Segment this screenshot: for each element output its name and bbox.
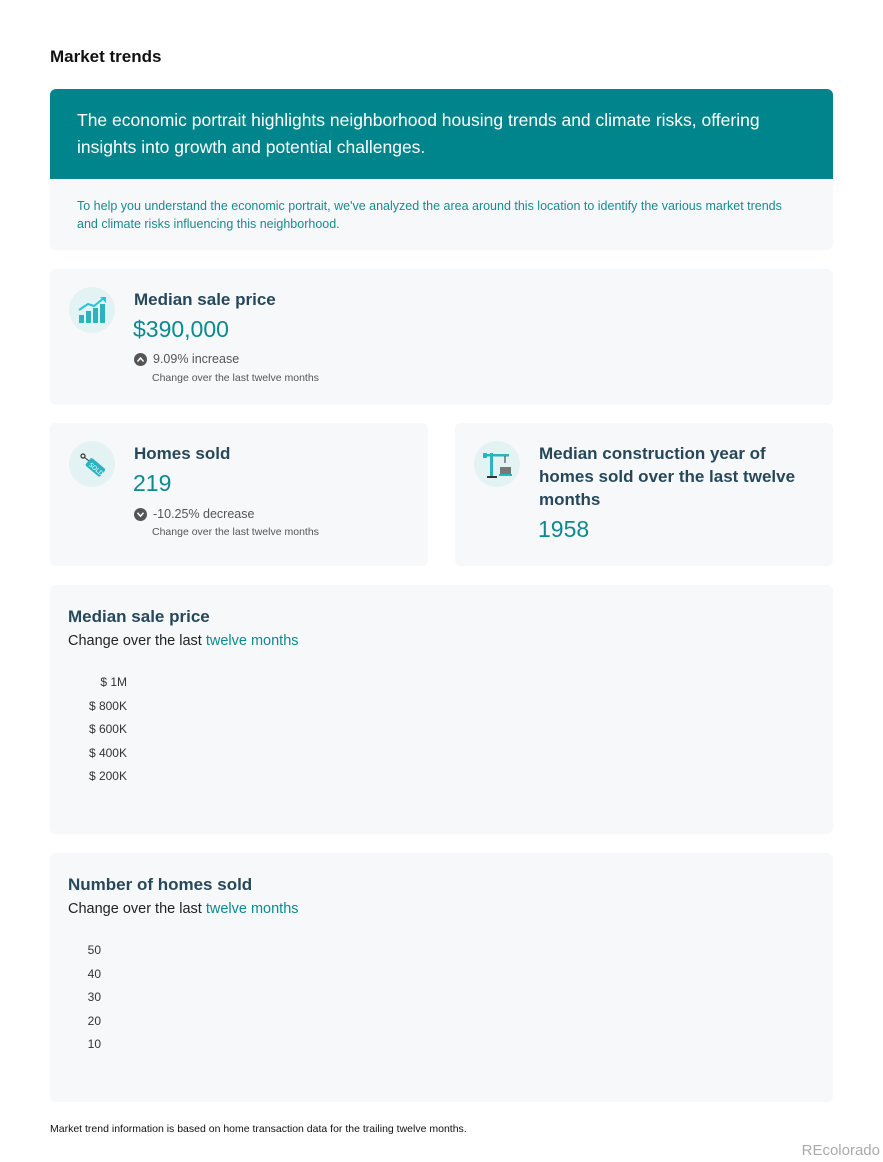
sold-tag-icon	[69, 441, 115, 487]
crane-icon	[474, 441, 520, 487]
footnote: Market trend information is based on home transaction data for the trailing twelve months.	[50, 1123, 467, 1135]
chevron-up-icon	[134, 353, 147, 366]
economic-portrait-banner	[50, 89, 833, 250]
y-tick-label: 30	[87, 990, 101, 1004]
brand-watermark: REcolorado	[801, 1142, 880, 1159]
chart-growth-icon	[69, 287, 115, 333]
y-tick-label: $ 600K	[88, 722, 127, 736]
chart-subtitle	[68, 901, 299, 917]
y-tick-label: $ 1M	[100, 675, 127, 689]
chevron-down-icon	[134, 508, 147, 521]
y-tick-label: $ 400K	[88, 746, 127, 760]
median-sale-price-card	[50, 269, 833, 405]
page-title: Market trends	[50, 47, 162, 66]
banner-headline-bar	[50, 89, 833, 179]
svg-text:SOLD: SOLD	[87, 461, 105, 478]
banner-headline: The economic portrait highlights neighborhood housing trends and climate risks, offering insights into growth and potential challenges.	[77, 110, 760, 157]
y-tick-label: 50	[87, 943, 101, 957]
chart-subtitle-prefix: Change over the last	[68, 901, 206, 917]
construction-year-card	[455, 423, 833, 566]
chart-subtitle	[68, 633, 299, 649]
chart-title: Number of homes sold	[68, 875, 253, 894]
homes-sold-change	[134, 507, 254, 521]
homes-sold-change-note: Change over the last twelve months	[152, 526, 319, 538]
median-sale-price-chart	[50, 585, 833, 834]
y-tick-label: $ 800K	[88, 699, 127, 713]
y-tick-label: 20	[87, 1014, 101, 1028]
banner-description: To help you understand the economic portrait, we've analyzed the area around this location to identify the various market trends and climate risks influencing this neighborhood.	[77, 199, 782, 231]
median-sale-price-title: Median sale price	[134, 290, 276, 309]
median-sale-price-change	[134, 352, 239, 366]
y-tick-label: 40	[87, 967, 101, 981]
homes-sold-change-text: -10.25% decrease	[153, 507, 255, 521]
median-sale-price-change-text: 9.09% increase	[153, 352, 240, 366]
median-sale-price-change-note: Change over the last twelve months	[152, 372, 319, 384]
construction-year-value: 1958	[538, 516, 590, 542]
y-tick-label: $ 200K	[88, 769, 127, 783]
median-sale-price-value: $390,000	[133, 316, 229, 342]
construction-year-title: Median construction year of homes sold over the last twelve months	[539, 444, 796, 509]
y-tick-label: 10	[87, 1037, 101, 1051]
homes-sold-chart	[50, 853, 833, 1102]
chart-subtitle-accent: twelve months	[205, 633, 299, 649]
homes-sold-card	[50, 423, 428, 566]
chart-title: Median sale price	[68, 607, 210, 626]
chart-subtitle-accent: twelve months	[205, 901, 299, 917]
chart-subtitle-prefix: Change over the last	[68, 633, 206, 649]
homes-sold-title: Homes sold	[134, 444, 231, 463]
homes-sold-value: 219	[133, 470, 172, 496]
